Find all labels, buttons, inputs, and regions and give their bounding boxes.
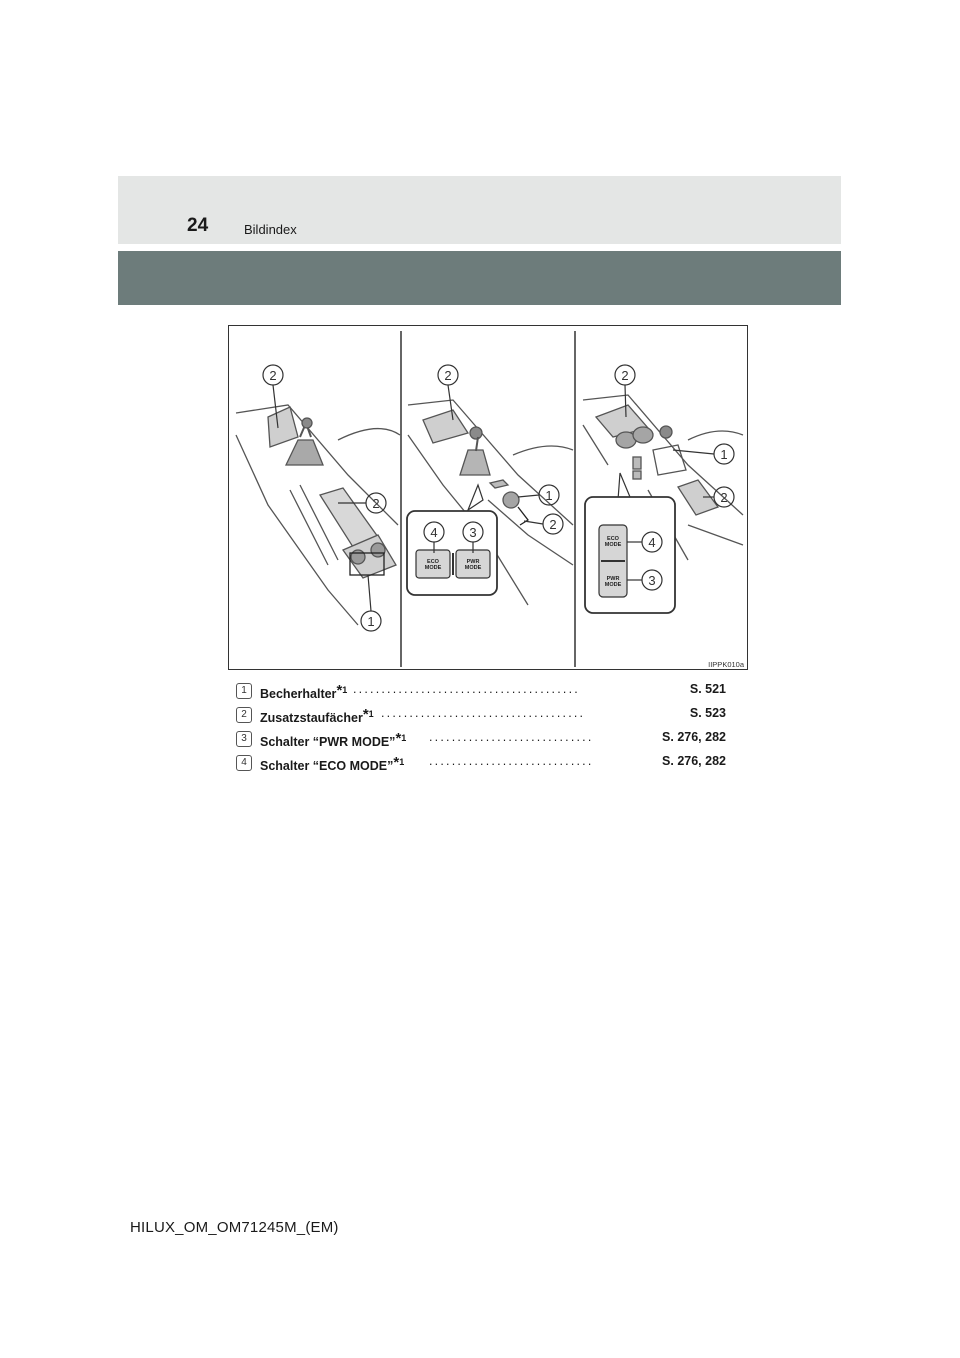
callout-2c: 2 xyxy=(444,368,452,383)
page-number: 24 xyxy=(187,215,209,236)
section-title: Bildindex xyxy=(244,222,297,237)
leader-dots: ............................. xyxy=(429,730,594,744)
entry-number: 2 xyxy=(236,707,252,723)
pwr-label-2: MODE xyxy=(464,565,482,571)
callout-2f: 2 xyxy=(720,490,728,505)
index-entry xyxy=(236,728,726,752)
eco-label-1: ECO xyxy=(427,559,439,565)
entry-page-ref[interactable]: S. 523 xyxy=(689,706,726,720)
footnote-marker: *1 xyxy=(393,754,405,771)
index-entry xyxy=(236,752,726,776)
image-code: IIPPK010a xyxy=(708,660,744,669)
leader-dots: ........................................ xyxy=(353,682,580,696)
eco-label-2: MODE xyxy=(424,565,442,571)
footnote-marker: *1 xyxy=(362,706,374,723)
leader-dots: .................................... xyxy=(381,706,586,720)
index-entry xyxy=(236,680,726,704)
entry-label: Becherhalter$^{*1}$ xyxy=(260,682,348,702)
entry-label: Zusatzstaufächer$^{*1}$ xyxy=(260,706,374,726)
callout-2a: 2 xyxy=(269,368,277,383)
eco-label-v1: ECO xyxy=(607,536,619,542)
entry-page-ref[interactable]: S. 521 xyxy=(689,682,726,696)
document-code: HILUX_OM_OM71245M_(EM) xyxy=(130,1219,339,1236)
callout-4a: 4 xyxy=(430,525,438,540)
entry-page-ref[interactable]: S. 276, 282 xyxy=(662,730,726,744)
entry-number: 4 xyxy=(236,755,252,771)
callout-4b: 4 xyxy=(648,535,656,550)
callout-1b: 1 xyxy=(545,488,553,503)
title-bar xyxy=(118,251,841,305)
eco-label-v2: MODE xyxy=(604,542,622,548)
header-band xyxy=(118,176,841,244)
entry-page-ref[interactable]: S. 276, 282 xyxy=(662,754,726,768)
entry-label: Schalter “PWR MODE”$^{*1}$ xyxy=(260,730,407,750)
entry-label: Schalter “ECO MODE”$^{*1}$ xyxy=(260,754,405,774)
pwr-label-1: PWR xyxy=(466,559,480,565)
index-entry xyxy=(236,704,726,728)
pwr-label-v2: MODE xyxy=(604,582,622,588)
callout-2b: 2 xyxy=(372,496,380,511)
leader-dots: ............................. xyxy=(429,754,594,768)
footnote-marker: *1 xyxy=(336,682,348,699)
entry-number: 3 xyxy=(236,731,252,747)
callout-1a: 1 xyxy=(367,614,375,629)
console-illustration xyxy=(228,325,748,670)
callout-3a: 3 xyxy=(469,525,477,540)
callout-2e: 2 xyxy=(621,368,629,383)
callout-2d: 2 xyxy=(549,517,557,532)
footnote-marker: *1 xyxy=(395,730,407,747)
callout-3b: 3 xyxy=(648,573,656,588)
entry-number: 1 xyxy=(236,683,252,699)
index-list xyxy=(236,680,726,776)
callout-1c: 1 xyxy=(720,447,728,462)
pwr-label-v1: PWR xyxy=(606,576,620,582)
